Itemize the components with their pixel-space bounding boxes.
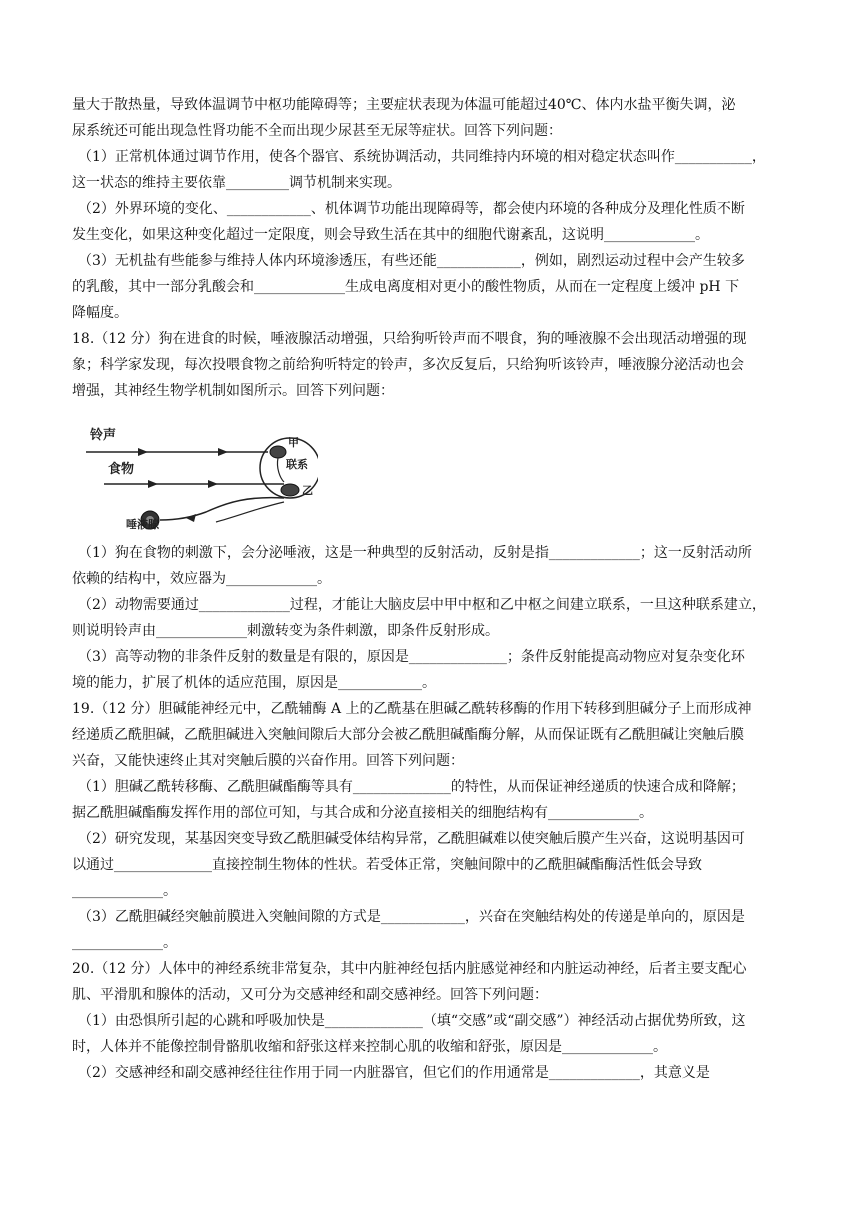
yi-neuron-icon <box>281 484 299 496</box>
bell-label: 铃声 <box>90 428 117 443</box>
text-line: （1）胆碱乙酰转移酶、乙酰胆碱酯酶等具有______________的特性，从而保证神经递质的快速合成和降解； <box>78 779 745 795</box>
question-17-subparts <box>72 144 792 326</box>
text-line: （2）动物需要通过_____________过程，才能让大脑皮层中甲中枢和乙中枢之间建立联系，一旦这种联系建立， <box>78 597 766 613</box>
question-18-stem <box>72 326 792 404</box>
arrow-icon <box>148 480 158 488</box>
intro-paragraph <box>72 92 792 144</box>
yi-label: 乙 <box>302 484 313 497</box>
text-line: _____________。 <box>72 935 177 951</box>
gland-label: 唾液腺 <box>126 518 159 531</box>
text-line: _____________。 <box>72 883 177 899</box>
food-label: 食物 <box>108 462 135 477</box>
text-line: 依赖的结构中，效应器为_____________。 <box>72 571 331 587</box>
arrow-icon <box>218 448 228 456</box>
text-line: （1）由恐惧所引起的心跳和呼吸加快是______________（填“交感”或“副交感”）神经活动占据优势所致，这 <box>78 1013 746 1029</box>
text-line: 18.（12 分）狗在进食的时候，唾液腺活动增强，只给狗听铃声而不喂食，狗的唾液腺不会出现活动增强的现 <box>72 331 747 347</box>
text-line: （3）高等动物的非条件反射的数量是有限的，原因是______________；条件反射能提高动物应对复杂变化环 <box>78 649 745 665</box>
question-18-subparts <box>72 540 792 696</box>
text-line: 时，人体并不能像控制骨骼肌收缩和舒张这样来控制心肌的收缩和舒张，原因是_____________。 <box>72 1039 667 1055</box>
jia-label: 甲 <box>288 436 299 449</box>
arrow-icon <box>208 480 218 488</box>
text-line: 量大于散热量，导致体温调节中枢功能障碍等；主要症状表现为体温可能超过40℃、体内水盐平衡失调，泌 <box>72 97 736 113</box>
text-line: 增强，其神经生物学机制如图所示。回答下列问题： <box>72 383 394 399</box>
arrow-icon <box>186 514 196 522</box>
text-line: 的乳酸，其中一部分乳酸会和_____________生成电离度相对更小的酸性物质，从而在一定程度上缓冲 pH 下 <box>72 279 740 295</box>
jia-neuron-icon <box>270 446 286 458</box>
text-line: （1）正常机体通过调节作用，使各个器官、系统协调活动，共同维持内环境的相对稳定状态叫作___________， <box>78 149 766 165</box>
text-line: （3）无机盐有些能参与维持人体内环境渗透压，有些还能____________，例如，剧烈运动过程中会产生较多 <box>78 253 745 269</box>
text-line: （3）乙酰胆碱经突触前膜进入突触间隙的方式是____________，兴奋在突触结构处的传递是单向的，原因是 <box>78 909 745 925</box>
question-19 <box>72 696 792 956</box>
efferent-nerve-line <box>160 498 284 520</box>
exam-page <box>72 92 792 1086</box>
arrow-icon <box>138 448 148 456</box>
text-line: 尿系统还可能出现急性肾功能不全而出现少尿甚至无尿等症状。回答下列问题： <box>72 123 562 139</box>
text-line: 这一状态的维持主要依靠_________调节机制来实现。 <box>72 175 401 191</box>
question-20 <box>72 956 792 1086</box>
text-line: 发生变化，如果这种变化超过一定限度，则会导致生活在其中的细胞代谢紊乱，这说明_____________。 <box>72 227 709 243</box>
text-line: 以通过______________直接控制生物体的性状。若受体正常，突触间隙中的乙酰胆碱酯酶活性低会导致 <box>72 857 702 873</box>
text-line: 据乙酰胆碱酯酶发挥作用的部位可知，与其合成和分泌直接相关的细胞结构有_____________。 <box>72 805 653 821</box>
reflex-diagram <box>78 412 318 534</box>
text-line: （2）研究发现，某基因突变导致乙酰胆碱受体结构异常，乙酰胆碱难以使突触后膜产生兴奋，这说明基因可 <box>78 831 745 847</box>
text-line: 象；科学家发现，每次投喂食物之前给狗听特定的铃声，多次反复后，只给狗听该铃声，唾液腺分泌活动也会 <box>72 357 744 373</box>
text-line: （1）狗在食物的刺激下，会分泌唾液，这是一种典型的反射活动，反射是指_____________；这一反射活动所 <box>78 545 752 561</box>
link-label: 联系 <box>286 458 308 471</box>
text-line: 兴奋，又能快速终止其对突触后膜的兴奋作用。回答下列问题： <box>72 753 464 769</box>
text-line: 经递质乙酰胆碱，乙酰胆碱进入突触间隙后大部分会被乙酰胆碱酯酶分解，从而保证既有乙酰胆碱让突触后膜 <box>72 727 744 743</box>
text-line: 则说明铃声由_____________刺激转变为条件刺激，即条件反射形成。 <box>72 623 499 639</box>
link-line <box>277 458 284 482</box>
text-line: 降幅度。 <box>72 305 128 321</box>
text-line: （2）外界环境的变化、____________、机体调节功能出现障碍等，都会使内环境的各种成分及理化性质不断 <box>78 201 745 217</box>
text-line: 肌、平滑肌和腺体的活动，又可分为交感神经和副交感神经。回答下列问题： <box>72 987 548 1003</box>
text-line: 境的能力，扩展了机体的适应范围，原因是____________。 <box>72 675 436 691</box>
text-line: 20.（12 分）人体中的神经系统非常复杂，其中内脏神经包括内脏感觉神经和内脏运动神经，后者主要支配心 <box>72 961 747 977</box>
text-line: （2）交感神经和副交感神经往往作用于同一内脏器官，但它们的作用通常是_____________，其意义是 <box>78 1065 710 1081</box>
text-line: 19.（12 分）胆碱能神经元中，乙酰辅酶 A 上的乙酰基在胆碱乙酰转移酶的作用下转移到胆碱分子上而形成神 <box>72 701 752 717</box>
efferent-nerve-line <box>216 502 284 522</box>
